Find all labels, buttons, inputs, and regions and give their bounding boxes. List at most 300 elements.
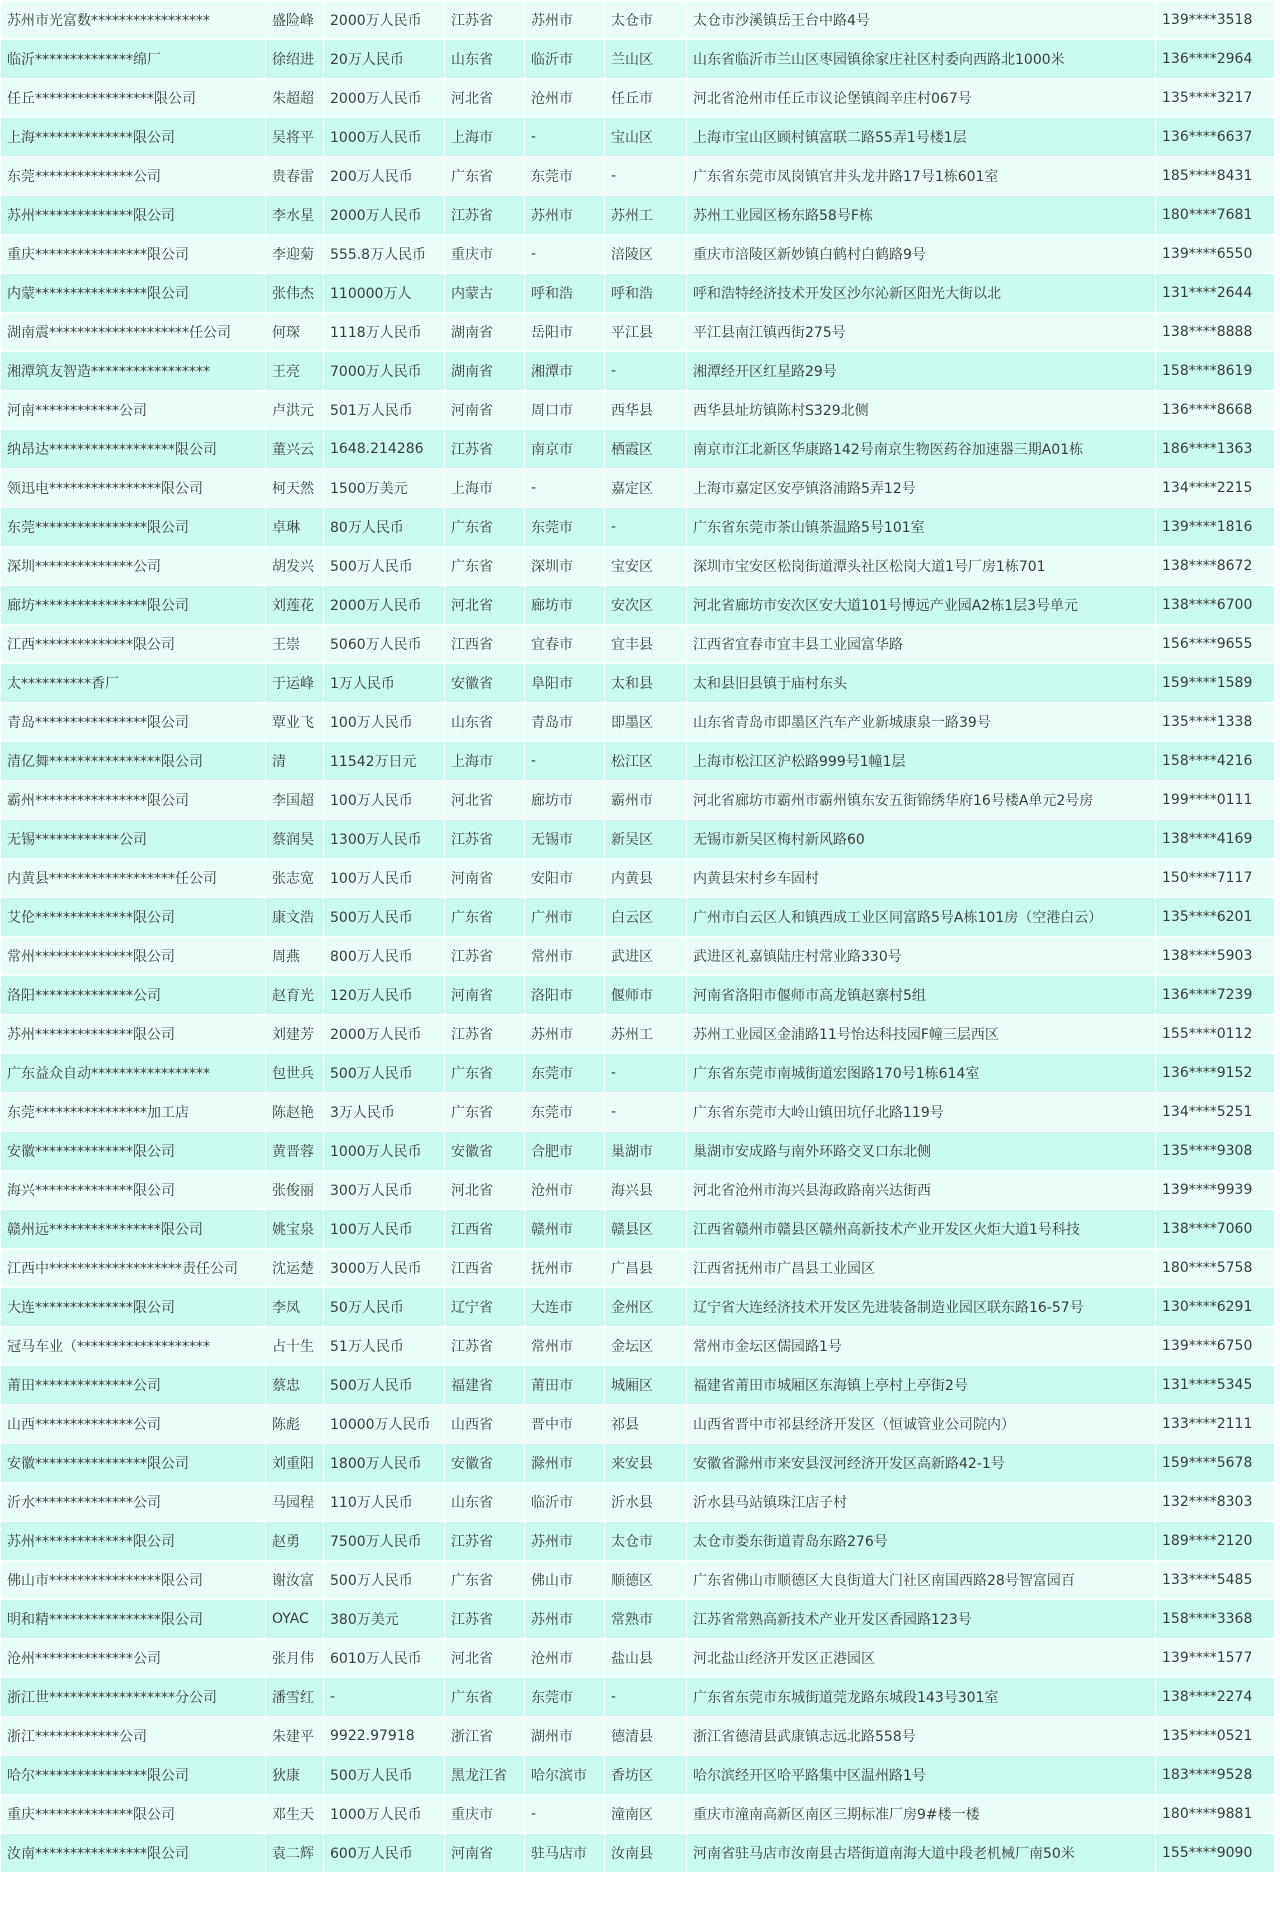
registered-capital-cell: 3万人民币	[324, 1093, 445, 1132]
registered-capital-cell: 300万人民币	[324, 1171, 445, 1210]
phone-cell: 158****3368	[1156, 1600, 1275, 1639]
table-row	[1, 508, 1275, 547]
company-name-cell: 安徽****************限公司	[1, 1444, 266, 1483]
company-name-cell: 任丘*****************限公司	[1, 79, 266, 118]
address-cell: 哈尔滨经开区哈平路集中区温州路1号	[687, 1756, 1156, 1795]
district-cell: 西华县	[605, 391, 687, 430]
address-cell: 河南省驻马店市汝南县古塔街道南海大道中段老机械厂南50米	[687, 1834, 1156, 1873]
contact-name-cell: 胡发兴	[266, 547, 324, 586]
city-cell: 抚州市	[525, 1249, 605, 1288]
province-cell: 江西省	[445, 1210, 525, 1249]
city-cell: 周口市	[525, 391, 605, 430]
province-cell: 广东省	[445, 508, 525, 547]
company-name-cell: 山西**************公司	[1, 1405, 266, 1444]
province-cell: 山东省	[445, 703, 525, 742]
phone-cell: 138****5903	[1156, 937, 1275, 976]
company-name-cell: 内黄县******************任公司	[1, 859, 266, 898]
city-cell: 廊坊市	[525, 781, 605, 820]
company-name-cell: 江西中*******************责任公司	[1, 1249, 266, 1288]
city-cell: -	[525, 235, 605, 274]
registered-capital-cell: 1648.214286	[324, 430, 445, 469]
company-name-cell: 明和精****************限公司	[1, 1600, 266, 1639]
district-cell: 金州区	[605, 1288, 687, 1327]
registered-capital-cell: 1118万人民币	[324, 313, 445, 352]
district-cell: 偃师市	[605, 976, 687, 1015]
phone-cell: 135****0521	[1156, 1717, 1275, 1756]
district-cell: 宝山区	[605, 118, 687, 157]
city-cell: 苏州市	[525, 1522, 605, 1561]
address-cell: 江西省宜春市宜丰县工业园富华路	[687, 625, 1156, 664]
phone-cell: 136****2964	[1156, 40, 1275, 79]
phone-cell: 130****6291	[1156, 1288, 1275, 1327]
table-row	[1, 1015, 1275, 1054]
registered-capital-cell: 2000万人民币	[324, 1015, 445, 1054]
table-row	[1, 1483, 1275, 1522]
registered-capital-cell: 51万人民币	[324, 1327, 445, 1366]
company-name-cell: 艾伦**************限公司	[1, 898, 266, 937]
district-cell: 涪陵区	[605, 235, 687, 274]
registered-capital-cell: 500万人民币	[324, 547, 445, 586]
contact-name-cell: 邓生天	[266, 1795, 324, 1834]
address-cell: 常州市金坛区儒园路1号	[687, 1327, 1156, 1366]
phone-cell: 180****7681	[1156, 196, 1275, 235]
province-cell: 江苏省	[445, 1522, 525, 1561]
registered-capital-cell: 50万人民币	[324, 1288, 445, 1327]
address-cell: 太和县旧县镇于庙村东头	[687, 664, 1156, 703]
province-cell: 山东省	[445, 1483, 525, 1522]
registered-capital-cell: 100万人民币	[324, 1210, 445, 1249]
company-name-cell: 沂水**************公司	[1, 1483, 266, 1522]
phone-cell: 139****3518	[1156, 1, 1275, 40]
company-name-cell: 霸州****************限公司	[1, 781, 266, 820]
district-cell: 祁县	[605, 1405, 687, 1444]
district-cell: 内黄县	[605, 859, 687, 898]
province-cell: 江苏省	[445, 937, 525, 976]
district-cell: 任丘市	[605, 79, 687, 118]
city-cell: 苏州市	[525, 1015, 605, 1054]
contact-name-cell: 周燕	[266, 937, 324, 976]
city-cell: 广州市	[525, 898, 605, 937]
address-cell: 西华县址坊镇陈村S329北侧	[687, 391, 1156, 430]
province-cell: 山西省	[445, 1405, 525, 1444]
contact-name-cell: 王亮	[266, 352, 324, 391]
company-name-cell: 湖南震********************任公司	[1, 313, 266, 352]
phone-cell: 139****6550	[1156, 235, 1275, 274]
table-row	[1, 1171, 1275, 1210]
city-cell: 深圳市	[525, 547, 605, 586]
city-cell: 驻马店市	[525, 1834, 605, 1873]
contact-name-cell: 蔡忠	[266, 1366, 324, 1405]
phone-cell: 159****1589	[1156, 664, 1275, 703]
address-cell: 山东省青岛市即墨区汽车产业新城康泉一路39号	[687, 703, 1156, 742]
phone-cell: 138****7060	[1156, 1210, 1275, 1249]
table-row	[1, 40, 1275, 79]
company-name-cell: 苏州**************限公司	[1, 1522, 266, 1561]
company-name-cell: 浙江************公司	[1, 1717, 266, 1756]
company-name-cell: 东莞****************加工店	[1, 1093, 266, 1132]
table-row	[1, 1093, 1275, 1132]
table-row	[1, 1054, 1275, 1093]
province-cell: 江西省	[445, 625, 525, 664]
phone-cell: 150****7117	[1156, 859, 1275, 898]
registered-capital-cell: 500万人民币	[324, 898, 445, 937]
phone-cell: 180****9881	[1156, 1795, 1275, 1834]
city-cell: 合肥市	[525, 1132, 605, 1171]
city-cell: 东莞市	[525, 1093, 605, 1132]
contact-name-cell: 朱建平	[266, 1717, 324, 1756]
address-cell: 巢湖市安成路与南外环路交叉口东北侧	[687, 1132, 1156, 1171]
address-cell: 山西省晋中市祁县经济开发区（恒诚管业公司院内）	[687, 1405, 1156, 1444]
phone-cell: 189****2120	[1156, 1522, 1275, 1561]
phone-cell: 186****1363	[1156, 430, 1275, 469]
contact-name-cell: 朱超超	[266, 79, 324, 118]
address-cell: 河北盐山经济开发区正港园区	[687, 1639, 1156, 1678]
company-name-cell: 浙江世******************分公司	[1, 1678, 266, 1717]
address-cell: 深圳市宝安区松岗街道潭头社区松岗大道1号厂房1栋701	[687, 547, 1156, 586]
table-row	[1, 586, 1275, 625]
company-name-cell: 内蒙****************限公司	[1, 274, 266, 313]
company-name-cell: 海兴**************限公司	[1, 1171, 266, 1210]
table-row	[1, 1327, 1275, 1366]
province-cell: 湖南省	[445, 313, 525, 352]
province-cell: 江苏省	[445, 1327, 525, 1366]
phone-cell: 131****2644	[1156, 274, 1275, 313]
address-cell: 南京市江北新区华康路142号南京生物医药谷加速器三期A01栋	[687, 430, 1156, 469]
company-name-cell: 哈尔****************限公司	[1, 1756, 266, 1795]
district-cell: 太仓市	[605, 1, 687, 40]
district-cell: 汝南县	[605, 1834, 687, 1873]
table-row	[1, 781, 1275, 820]
company-name-cell: 湘潭筑友智造*****************	[1, 352, 266, 391]
table-row	[1, 1756, 1275, 1795]
phone-cell: 134****2215	[1156, 469, 1275, 508]
phone-cell: 136****9152	[1156, 1054, 1275, 1093]
company-name-cell: 河南************公司	[1, 391, 266, 430]
table-row	[1, 742, 1275, 781]
address-cell: 浙江省德清县武康镇志远北路558号	[687, 1717, 1156, 1756]
company-name-cell: 广东益众自动*****************	[1, 1054, 266, 1093]
address-cell: 内黄县宋村乡车固村	[687, 859, 1156, 898]
registered-capital-cell: 5060万人民币	[324, 625, 445, 664]
city-cell: 常州市	[525, 937, 605, 976]
company-name-cell: 纳昂达******************限公司	[1, 430, 266, 469]
table-row	[1, 820, 1275, 859]
province-cell: 重庆市	[445, 1795, 525, 1834]
company-name-cell: 苏州**************限公司	[1, 196, 266, 235]
district-cell: 安次区	[605, 586, 687, 625]
registered-capital-cell: 500万人民币	[324, 1561, 445, 1600]
table-row	[1, 1795, 1275, 1834]
city-cell: 湖州市	[525, 1717, 605, 1756]
address-cell: 上海市松江区沪松路999号1幢1层	[687, 742, 1156, 781]
table-row	[1, 1405, 1275, 1444]
phone-cell: 133****5485	[1156, 1561, 1275, 1600]
district-cell: 栖霞区	[605, 430, 687, 469]
province-cell: 江苏省	[445, 196, 525, 235]
table-row	[1, 859, 1275, 898]
registered-capital-cell: 7500万人民币	[324, 1522, 445, 1561]
contact-name-cell: 柯天然	[266, 469, 324, 508]
province-cell: 上海市	[445, 118, 525, 157]
address-cell: 武进区礼嘉镇陆庄村常业路330号	[687, 937, 1156, 976]
contact-name-cell: 于运峰	[266, 664, 324, 703]
city-cell: 赣州市	[525, 1210, 605, 1249]
table-row	[1, 547, 1275, 586]
phone-cell: 156****9655	[1156, 625, 1275, 664]
table-row	[1, 1522, 1275, 1561]
registered-capital-cell: -	[324, 1678, 445, 1717]
address-cell: 广州市白云区人和镇西成工业区同富路5号A栋101房（空港白云）	[687, 898, 1156, 937]
contact-name-cell: 张志宽	[266, 859, 324, 898]
district-cell: 金坛区	[605, 1327, 687, 1366]
registered-capital-cell: 2000万人民币	[324, 1, 445, 40]
city-cell: 苏州市	[525, 196, 605, 235]
table-row	[1, 313, 1275, 352]
province-cell: 山东省	[445, 40, 525, 79]
table-row	[1, 625, 1275, 664]
phone-cell: 136****6637	[1156, 118, 1275, 157]
contact-name-cell: 包世兵	[266, 1054, 324, 1093]
table-row	[1, 1678, 1275, 1717]
contact-name-cell: 李凤	[266, 1288, 324, 1327]
registered-capital-cell: 100万人民币	[324, 859, 445, 898]
company-name-cell: 冠马车业（*******************	[1, 1327, 266, 1366]
district-cell: 呼和浩	[605, 274, 687, 313]
registered-capital-cell: 1000万人民币	[324, 1132, 445, 1171]
company-name-cell: 重庆****************限公司	[1, 235, 266, 274]
phone-cell: 135****6201	[1156, 898, 1275, 937]
district-cell: 赣县区	[605, 1210, 687, 1249]
contact-name-cell: 徐绍进	[266, 40, 324, 79]
table-row	[1, 976, 1275, 1015]
phone-cell: 139****1816	[1156, 508, 1275, 547]
city-cell: 临沂市	[525, 1483, 605, 1522]
district-cell: 潼南区	[605, 1795, 687, 1834]
district-cell: 白云区	[605, 898, 687, 937]
phone-cell: 139****1577	[1156, 1639, 1275, 1678]
contact-name-cell: 王崇	[266, 625, 324, 664]
table-row	[1, 1132, 1275, 1171]
contact-name-cell: OYAC	[266, 1600, 324, 1639]
district-cell: 顺德区	[605, 1561, 687, 1600]
contact-name-cell: 张月伟	[266, 1639, 324, 1678]
company-name-cell: 沧州**************公司	[1, 1639, 266, 1678]
phone-cell: 131****5345	[1156, 1366, 1275, 1405]
district-cell: 香坊区	[605, 1756, 687, 1795]
address-cell: 沂水县马站镇珠江店子村	[687, 1483, 1156, 1522]
city-cell: 安阳市	[525, 859, 605, 898]
company-name-cell: 重庆**************限公司	[1, 1795, 266, 1834]
province-cell: 广东省	[445, 547, 525, 586]
city-cell: 晋中市	[525, 1405, 605, 1444]
phone-cell: 158****4216	[1156, 742, 1275, 781]
table-row	[1, 664, 1275, 703]
registered-capital-cell: 1800万人民币	[324, 1444, 445, 1483]
province-cell: 广东省	[445, 157, 525, 196]
contact-name-cell: 姚宝泉	[266, 1210, 324, 1249]
registered-capital-cell: 1300万人民币	[324, 820, 445, 859]
address-cell: 辽宁省大连经济技术开发区先进装备制造业园区联东路16-57号	[687, 1288, 1156, 1327]
address-cell: 广东省东莞市东城街道莞龙路东城段143号301室	[687, 1678, 1156, 1717]
phone-cell: 139****9939	[1156, 1171, 1275, 1210]
district-cell: -	[605, 1678, 687, 1717]
district-cell: -	[605, 352, 687, 391]
table-row	[1, 937, 1275, 976]
company-name-cell: 青岛****************限公司	[1, 703, 266, 742]
city-cell: 岳阳市	[525, 313, 605, 352]
district-cell: 常熟市	[605, 1600, 687, 1639]
table-row	[1, 1444, 1275, 1483]
registered-capital-cell: 110000万人	[324, 274, 445, 313]
city-cell: 东莞市	[525, 508, 605, 547]
city-cell: 沧州市	[525, 79, 605, 118]
phone-cell: 138****6700	[1156, 586, 1275, 625]
company-name-cell: 常州**************限公司	[1, 937, 266, 976]
registered-capital-cell: 2000万人民币	[324, 79, 445, 118]
district-cell: 海兴县	[605, 1171, 687, 1210]
contact-name-cell: 占十生	[266, 1327, 324, 1366]
address-cell: 江苏省常熟高新技术产业开发区香园路123号	[687, 1600, 1156, 1639]
contact-name-cell: 李国超	[266, 781, 324, 820]
district-cell: 平江县	[605, 313, 687, 352]
address-cell: 呼和浩特经济技术开发区沙尔沁新区阳光大街以北	[687, 274, 1156, 313]
province-cell: 江苏省	[445, 820, 525, 859]
table-row	[1, 469, 1275, 508]
phone-cell: 155****0112	[1156, 1015, 1275, 1054]
company-name-cell: 领迅电****************限公司	[1, 469, 266, 508]
contact-name-cell: 何琛	[266, 313, 324, 352]
province-cell: 江苏省	[445, 1600, 525, 1639]
table-row	[1, 430, 1275, 469]
contact-name-cell: 覃业飞	[266, 703, 324, 742]
company-name-cell: 临沂**************绵厂	[1, 40, 266, 79]
contact-name-cell: 沈运楚	[266, 1249, 324, 1288]
province-cell: 河南省	[445, 1834, 525, 1873]
province-cell: 浙江省	[445, 1717, 525, 1756]
phone-cell: 136****8668	[1156, 391, 1275, 430]
phone-cell: 135****9308	[1156, 1132, 1275, 1171]
table-body	[1, 1, 1275, 1873]
table-row	[1, 1249, 1275, 1288]
city-cell: 东莞市	[525, 1678, 605, 1717]
district-cell: 巢湖市	[605, 1132, 687, 1171]
address-cell: 广东省东莞市南城街道宏图路170号1栋614室	[687, 1054, 1156, 1093]
contact-name-cell: 康文浩	[266, 898, 324, 937]
contact-name-cell: 吴将平	[266, 118, 324, 157]
district-cell: 嘉定区	[605, 469, 687, 508]
address-cell: 太仓市沙溪镇岳王台中路4号	[687, 1, 1156, 40]
city-cell: 廊坊市	[525, 586, 605, 625]
contact-name-cell: 清	[266, 742, 324, 781]
registered-capital-cell: 100万人民币	[324, 703, 445, 742]
company-name-cell: 东莞****************限公司	[1, 508, 266, 547]
table-row	[1, 1639, 1275, 1678]
district-cell: -	[605, 508, 687, 547]
table-row	[1, 196, 1275, 235]
contact-name-cell: 董兴云	[266, 430, 324, 469]
contact-name-cell: 刘莲花	[266, 586, 324, 625]
table-row	[1, 898, 1275, 937]
registered-capital-cell: 2000万人民币	[324, 196, 445, 235]
contact-name-cell: 黄晋蓉	[266, 1132, 324, 1171]
city-cell: 沧州市	[525, 1639, 605, 1678]
registered-capital-cell: 500万人民币	[324, 1366, 445, 1405]
district-cell: 城厢区	[605, 1366, 687, 1405]
registered-capital-cell: 7000万人民币	[324, 352, 445, 391]
table-row	[1, 703, 1275, 742]
district-cell: 苏州工	[605, 196, 687, 235]
district-cell: 武进区	[605, 937, 687, 976]
phone-cell: 138****8888	[1156, 313, 1275, 352]
company-name-cell: 苏州市光富数*****************	[1, 1, 266, 40]
contact-name-cell: 马园程	[266, 1483, 324, 1522]
table-row	[1, 1561, 1275, 1600]
phone-cell: 183****9528	[1156, 1756, 1275, 1795]
company-name-cell: 安徽**************限公司	[1, 1132, 266, 1171]
city-cell: 呼和浩	[525, 274, 605, 313]
company-name-cell: 佛山市****************限公司	[1, 1561, 266, 1600]
city-cell: 临沂市	[525, 40, 605, 79]
registered-capital-cell: 1万人民币	[324, 664, 445, 703]
registered-capital-cell: 20万人民币	[324, 40, 445, 79]
phone-cell: 139****6750	[1156, 1327, 1275, 1366]
province-cell: 广东省	[445, 1561, 525, 1600]
contact-name-cell: 袁二辉	[266, 1834, 324, 1873]
city-cell: -	[525, 469, 605, 508]
table-row	[1, 1, 1275, 40]
contact-name-cell: 盛险峰	[266, 1, 324, 40]
city-cell: 宜春市	[525, 625, 605, 664]
address-cell: 广东省东莞市茶山镇茶温路5号101室	[687, 508, 1156, 547]
district-cell: -	[605, 1093, 687, 1132]
address-cell: 河北省沧州市任丘市议论堡镇阎辛庄村067号	[687, 79, 1156, 118]
city-cell: -	[525, 742, 605, 781]
company-name-cell: 东莞**************公司	[1, 157, 266, 196]
city-cell: 南京市	[525, 430, 605, 469]
address-cell: 重庆市潼南高新区南区三期标准厂房9#楼一楼	[687, 1795, 1156, 1834]
district-cell: 兰山区	[605, 40, 687, 79]
contact-name-cell: 张俊丽	[266, 1171, 324, 1210]
province-cell: 广东省	[445, 1678, 525, 1717]
city-cell: 苏州市	[525, 1, 605, 40]
address-cell: 广东省佛山市顺德区大良街道大门社区南国西路28号智富园百	[687, 1561, 1156, 1600]
address-cell: 上海市嘉定区安亭镇洛浦路5弄12号	[687, 469, 1156, 508]
table-row	[1, 1288, 1275, 1327]
table-row	[1, 1834, 1275, 1873]
city-cell: 阜阳市	[525, 664, 605, 703]
city-cell: 青岛市	[525, 703, 605, 742]
table-row	[1, 391, 1275, 430]
phone-cell: 158****8619	[1156, 352, 1275, 391]
province-cell: 安徽省	[445, 664, 525, 703]
city-cell: 东莞市	[525, 157, 605, 196]
address-cell: 苏州工业园区金浦路11号怡达科技园F幢三层西区	[687, 1015, 1156, 1054]
contact-name-cell: 赵勇	[266, 1522, 324, 1561]
company-name-cell: 廊坊****************限公司	[1, 586, 266, 625]
company-name-cell: 汝南****************限公司	[1, 1834, 266, 1873]
company-name-cell: 清亿舞****************限公司	[1, 742, 266, 781]
city-cell: -	[525, 118, 605, 157]
province-cell: 河南省	[445, 976, 525, 1015]
phone-cell: 138****2274	[1156, 1678, 1275, 1717]
contact-name-cell: 卢洪元	[266, 391, 324, 430]
contact-name-cell: 潘雪红	[266, 1678, 324, 1717]
table-row	[1, 235, 1275, 274]
city-cell: -	[525, 1795, 605, 1834]
city-cell: 佛山市	[525, 1561, 605, 1600]
registered-capital-cell: 2000万人民币	[324, 586, 445, 625]
province-cell: 福建省	[445, 1366, 525, 1405]
